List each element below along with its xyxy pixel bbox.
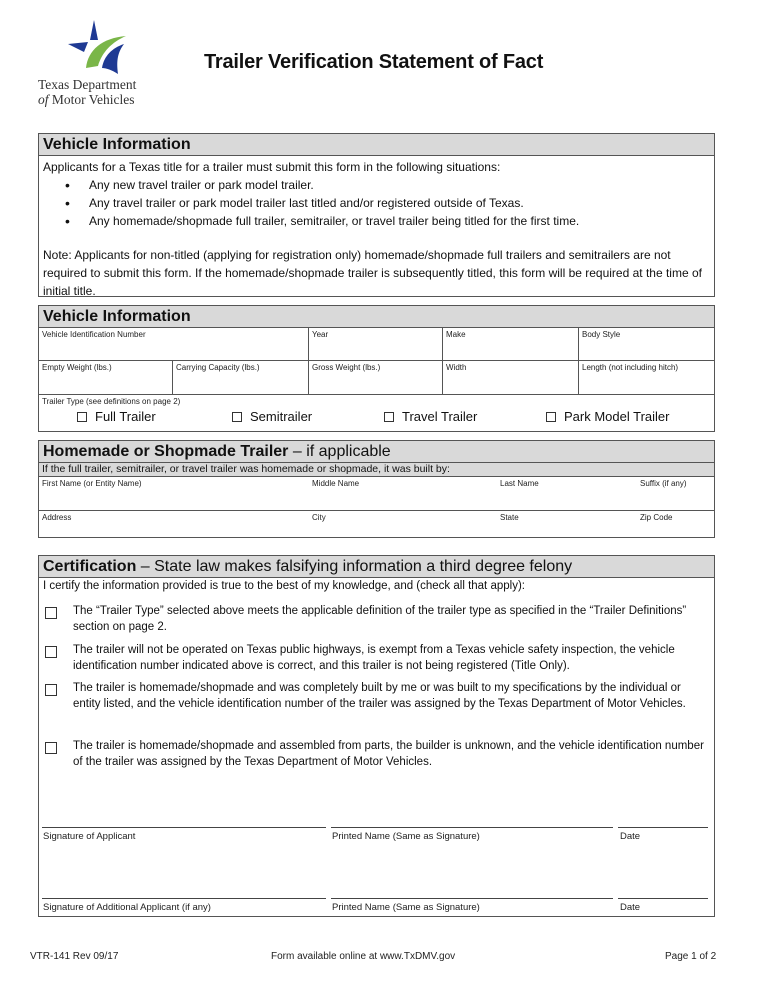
checkbox-icon[interactable] bbox=[45, 742, 57, 754]
checkbox-icon[interactable] bbox=[384, 412, 394, 422]
vehicle-info-section bbox=[38, 305, 715, 432]
vin-label: Vehicle Identification Number bbox=[42, 330, 146, 339]
city-field[interactable] bbox=[309, 511, 497, 537]
city-label: City bbox=[312, 513, 326, 522]
make-field[interactable] bbox=[443, 328, 579, 360]
width-label: Width bbox=[446, 363, 467, 372]
suffix-label: Suffix (if any) bbox=[640, 479, 687, 488]
certification-text: The “Trailer Type” selected above meets the applicable definition of the trailer type as specified in the “Trailer Definitions” section on page 2. bbox=[73, 605, 687, 633]
last-name-label: Last Name bbox=[500, 479, 539, 488]
printed-name-additional-line[interactable] bbox=[331, 898, 613, 899]
signature-additional-line[interactable] bbox=[42, 898, 326, 899]
homemade-section bbox=[38, 440, 715, 538]
year-label: Year bbox=[312, 330, 329, 339]
option-label: Park Model Trailer bbox=[564, 409, 670, 424]
trailer-type-park-model[interactable] bbox=[546, 409, 669, 424]
intro-lead: Applicants for a Texas title for a trailer must submit this form in the following situations: bbox=[43, 160, 501, 174]
certification-item-4 bbox=[45, 738, 704, 770]
logo-line-1: Texas Department bbox=[38, 77, 137, 92]
checkbox-icon[interactable] bbox=[45, 684, 57, 696]
date-label: Date bbox=[620, 831, 641, 842]
checkbox-icon[interactable] bbox=[45, 607, 57, 619]
state-label: State bbox=[500, 513, 519, 522]
printed-name-additional-label: Printed Name (Same as Signature) bbox=[332, 902, 480, 913]
year-field[interactable] bbox=[309, 328, 443, 360]
printed-name-label: Printed Name (Same as Signature) bbox=[332, 831, 480, 842]
certification-text: The trailer will not be operated on Texas public highways, is exempt from a Texas vehicle safety inspection, the vehicle identification number indicated above is correct, and this trailer is not being registered (Title Only). bbox=[73, 644, 675, 672]
availability-note: Form available online at www.TxDMV.gov bbox=[271, 951, 456, 962]
make-label: Make bbox=[446, 330, 466, 339]
vehicle-info-heading: Vehicle Information bbox=[43, 308, 191, 325]
trailer-type-row bbox=[39, 395, 714, 429]
signature-applicant-label: Signature of Applicant bbox=[43, 831, 136, 842]
empty-weight-field[interactable] bbox=[39, 361, 173, 394]
certification-intro: I certify the information provided is true to the best of my knowledge, and (check all that apply): bbox=[43, 580, 525, 592]
homemade-subheading: If the full trailer, semitrailer, or travel trailer was homemade or shopmade, it was built by: bbox=[39, 463, 714, 477]
page-number: Page 1 of 2 bbox=[665, 951, 717, 962]
homemade-heading: Homemade or Shopmade Trailer bbox=[43, 443, 289, 460]
vin-field[interactable] bbox=[39, 328, 309, 360]
width-field[interactable] bbox=[443, 361, 579, 394]
signature-additional-label: Signature of Additional Applicant (if any) bbox=[43, 902, 211, 913]
txdmv-logo bbox=[38, 20, 168, 110]
certification-item-1 bbox=[45, 603, 704, 635]
trailer-type-label: Trailer Type (see definitions on page 2) bbox=[42, 397, 181, 406]
checkbox-icon[interactable] bbox=[546, 412, 556, 422]
body-style-label: Body Style bbox=[582, 330, 621, 339]
intro-section bbox=[38, 133, 715, 297]
trailer-type-semitrailer[interactable] bbox=[232, 409, 312, 424]
star-logo-icon bbox=[68, 20, 130, 76]
checkbox-icon[interactable] bbox=[77, 412, 87, 422]
intro-note: Note: Applicants for non-titled (applying for registration only) homemade/shopmade full trailers and semitrailers are not required to submit this form. If the homemade/shopmade trailer is subsequently titled, this form will be required at the time of initial title. bbox=[43, 248, 702, 298]
date-additional-line[interactable] bbox=[618, 898, 708, 899]
suffix-field[interactable] bbox=[637, 477, 714, 510]
state-field[interactable] bbox=[497, 511, 637, 537]
certification-text: The trailer is homemade/shopmade and assembled from parts, the builder is unknown, and the vehicle identification number of the trailer was assigned by the Texas Department of Motor Vehicles. bbox=[73, 740, 704, 768]
certification-heading-suffix: – State law makes falsifying information a third degree felony bbox=[136, 558, 573, 575]
document-title: Trailer Verification Statement of Fact bbox=[204, 51, 544, 73]
bullet-item: • Any new travel trailer or park model trailer. bbox=[63, 176, 710, 194]
form-id: VTR-141 Rev 09/17 bbox=[30, 951, 119, 962]
intro-heading: Vehicle Information bbox=[43, 136, 191, 153]
zip-code-label: Zip Code bbox=[640, 513, 673, 522]
checkbox-icon[interactable] bbox=[232, 412, 242, 422]
middle-name-label: Middle Name bbox=[312, 479, 360, 488]
length-field[interactable] bbox=[579, 361, 714, 394]
address-field[interactable] bbox=[39, 511, 309, 537]
option-label: Travel Trailer bbox=[402, 409, 478, 424]
logo-of: of bbox=[38, 92, 49, 107]
middle-name-field[interactable] bbox=[309, 477, 497, 510]
option-label: Semitrailer bbox=[250, 409, 313, 424]
signature-applicant-line[interactable] bbox=[42, 827, 326, 828]
length-label: Length (not including hitch) bbox=[582, 363, 679, 372]
bullet-item: • Any homemade/shopmade full trailer, semitrailer, or travel trailer being titled for the first time. bbox=[63, 212, 710, 230]
certification-item-3 bbox=[45, 680, 704, 712]
checkbox-icon[interactable] bbox=[45, 646, 57, 658]
option-label: Full Trailer bbox=[95, 409, 156, 424]
empty-weight-label: Empty Weight (lbs.) bbox=[42, 363, 112, 372]
certification-heading: Certification bbox=[43, 558, 137, 575]
printed-name-line[interactable] bbox=[331, 827, 613, 828]
last-name-field[interactable] bbox=[497, 477, 637, 510]
carrying-capacity-field[interactable] bbox=[173, 361, 309, 394]
certification-text: The trailer is homemade/shopmade and was completely built by me or was built to my specifications by the individual or entity listed, and the vehicle identification number of the trailer was assigned by the Texas Department of Motor Vehicles. bbox=[73, 682, 686, 710]
zip-code-field[interactable] bbox=[637, 511, 714, 537]
homemade-heading-suffix: – if applicable bbox=[288, 443, 391, 460]
logo-line-2: Motor Vehicles bbox=[48, 92, 135, 107]
first-name-label: First Name (or Entity Name) bbox=[42, 479, 142, 488]
carrying-capacity-label: Carrying Capacity (lbs.) bbox=[176, 363, 260, 372]
date-additional-label: Date bbox=[620, 902, 641, 913]
address-label: Address bbox=[42, 513, 72, 522]
body-style-field[interactable] bbox=[579, 328, 714, 360]
first-name-field[interactable] bbox=[39, 477, 309, 510]
bullet-item: • Any travel trailer or park model trailer last titled and/or registered outside of Texas. bbox=[63, 194, 710, 212]
certification-item-2 bbox=[45, 642, 704, 674]
trailer-type-full[interactable] bbox=[77, 409, 156, 424]
trailer-type-travel[interactable] bbox=[384, 409, 477, 424]
date-line[interactable] bbox=[618, 827, 708, 828]
gross-weight-field[interactable] bbox=[309, 361, 443, 394]
gross-weight-label: Gross Weight (lbs.) bbox=[312, 363, 381, 372]
intro-bullets bbox=[43, 176, 710, 230]
certification-section bbox=[38, 555, 715, 917]
